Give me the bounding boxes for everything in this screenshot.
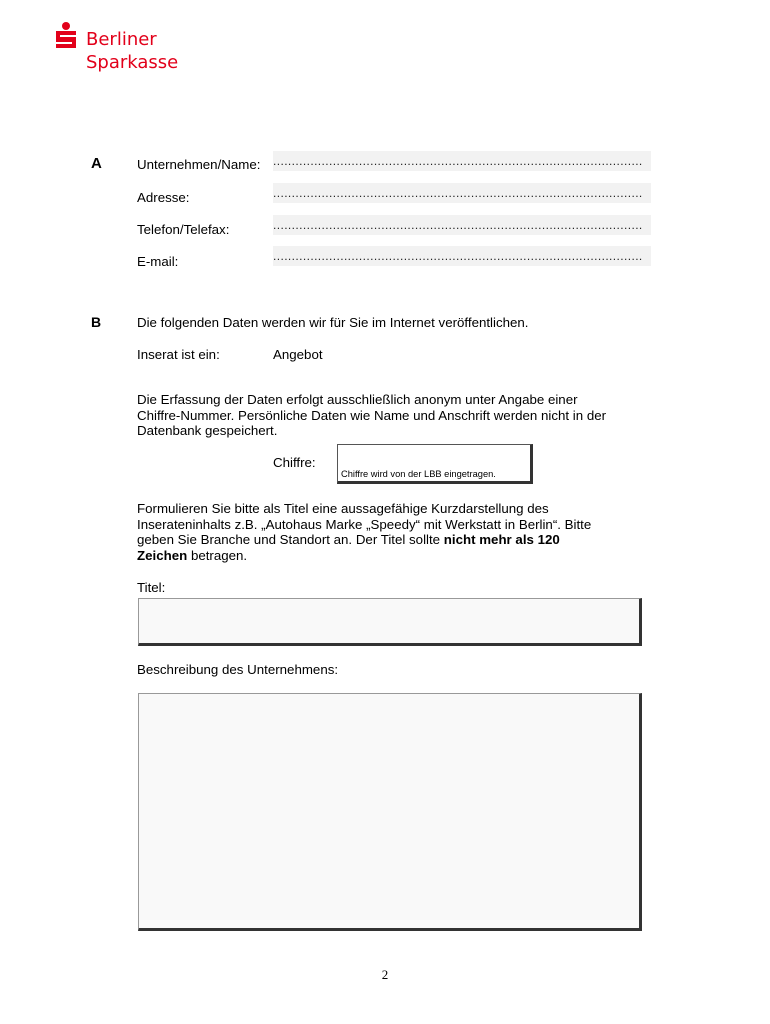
email-label: E-mail: (137, 254, 179, 269)
company-name-label: Unternehmen/Name: (137, 157, 261, 172)
address-dots: ................................................................................................... (273, 186, 643, 200)
sparkasse-logo-icon (54, 22, 78, 52)
page-number: 2 (381, 967, 389, 982)
address-field[interactable] (273, 183, 651, 203)
chiffre-note: Chiffre wird von der LBB eingetragen. (341, 469, 496, 479)
section-b-letter: B (91, 314, 102, 330)
email-dots: ................................................................................................... (273, 249, 643, 263)
phone-fax-field[interactable] (273, 215, 651, 235)
inserat-value[interactable]: Angebot (273, 347, 323, 362)
phone-fax-label: Telefon/Telefax: (137, 222, 230, 237)
titel-input[interactable] (138, 598, 642, 646)
titel-instruction-bold: nicht mehr als 120 Zeichen (137, 532, 560, 563)
logo-text-line1: Berliner (86, 29, 157, 50)
anonym-info-text: Die Erfassung der Daten erfolgt ausschließlich anonym unter Angabe einer Chiffre-Nummer. Persönliche Daten wie Name und Anschrift werden nicht in der Datenbank gespeichert. (137, 392, 607, 438)
logo-text-line2: Sparkasse (86, 52, 179, 73)
chiffre-label: Chiffre: (273, 455, 316, 470)
section-a-letter: A (91, 155, 102, 172)
phone-fax-dots: ................................................................................................... (273, 218, 643, 232)
inserat-label: Inserat ist ein: (137, 347, 220, 362)
email-field[interactable] (273, 246, 651, 266)
titel-label: Titel: (137, 580, 166, 595)
company-name-dots: ................................................................................................... (273, 154, 643, 168)
company-name-field[interactable] (273, 151, 651, 171)
address-label: Adresse: (137, 190, 190, 205)
titel-instruction-text (137, 501, 612, 563)
publish-intro-text: Die folgenden Daten werden wir für Sie im Internet veröffentlichen. (137, 315, 529, 330)
titel-instruction-part2: betragen. (187, 547, 248, 563)
titel-instruction-part1: Formulieren Sie bitte als Titel eine aussagefähige Kurzdarstellung des Inserateninhalts z.B. „Autohaus Marke „Speedy“ mit Werkstatt in Berlin“. Bitte geben Sie Branche und Standort an. Der Titel sollte (137, 501, 592, 547)
beschreibung-textarea[interactable] (138, 693, 642, 931)
chiffre-field[interactable] (337, 444, 533, 484)
beschreibung-label: Beschreibung des Unternehmens: (137, 662, 339, 677)
